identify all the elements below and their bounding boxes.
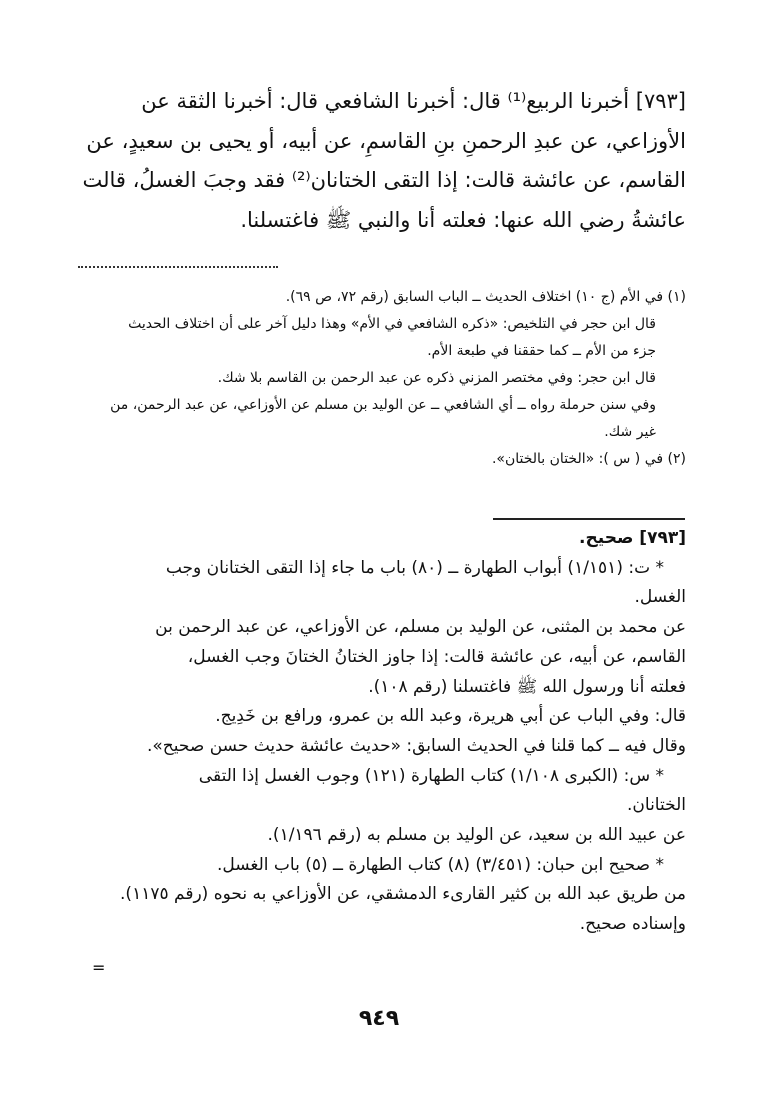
takhrij-line: وقال فيه ــ كما قلنا في الحديث السابق: «حديث عائشة حديث حسن صحيح». [147,735,686,756]
dotted-separator [78,266,278,272]
takhrij-line: * ت: (١/١٥١) أبواب الطهارة ــ (٨٠) باب ما جاء إذا التقى الختانان وجب [165,557,664,578]
footnote-line: وفي سنن حرملة رواه ــ أي الشافعي ــ عن الوليد بن مسلم عن الأوزاعي، عن عبد الرحمن، من [110,397,656,413]
takhrij-line: * صحيح ابن حبان: (٣/٤٥١) (٨) كتاب الطهارة ــ (٥) باب الغسل. [216,854,664,875]
takhrij-line: من طريق عبد الله بن كثير القارىء الدمشقي، عن الأوزاعي به نحوه (رقم ١١٧٥). [120,884,686,905]
footnote-line: قال ابن حجر: وفي مختصر المزني ذكره عن عبد الرحمن بن القاسم بلا شك. [217,370,656,386]
footnotes [78,284,686,473]
takhrij-line: فعلته أنا ورسول الله ﷺ فاغتسلنا (رقم ١٠٨). [368,676,686,697]
footnote-line: (٢) في ( س ): «الختان بالختان». [491,451,686,467]
hadith-line: عائشةُ رضي الله عنها: فعلته أنا والنبي ﷺ فاغتسلنا. [240,207,686,232]
takhrij-line: وإسناده صحيح. [579,914,686,935]
takhrij-line: القاسم، عن أبيه، عن عائشة قالت: إذا جاوز الختانُ الختانَ وجب الغسل، [187,646,686,667]
hadith-line: [٧٩٣] أخبرنا الربيع⁽¹⁾ قال: أخبرنا الشافعي قال: أخبرنا الثقة عن [141,89,686,113]
takhrij-section [78,524,686,940]
hadith-text [78,82,686,240]
footnote-line: جزء من الأم ــ كما حققنا في طبعة الأم. [427,343,656,359]
takhrij-line: الغسل. [634,587,686,608]
page-number: ٩٤٩ [358,1006,400,1031]
footnote-line: قال ابن حجر في التلخيص: «ذكره الشافعي في الأم» وهذا دليل آخر على أن اختلاف الحديث [128,316,656,332]
hadith-line: الأوزاعي، عن عبدِ الرحمنِ بنِ القاسمِ، عن أبيه، أو يحيى بن سعيدٍ، عن [86,128,686,153]
takhrij-line: قال: وفي الباب عن أبي هريرة، وعبد الله بن عمرو، ورافع بن خَدِيج. [215,706,686,727]
footnote-line: (١) في الأم (ج ١٠) اختلاف الحديث ــ الباب السابق (رقم ٧٢، ص ٦٩). [285,289,686,305]
takhrij-line: الختانان. [627,795,686,816]
footnote-line: غير شك. [604,424,656,440]
takhrij-line: * س: (الكبرى ١/١٠٨) كتاب الطهارة (١٢١) وجوب الغسل إذا التقى [198,765,664,786]
takhrij-heading: [٧٩٣] صحيح. [579,528,686,548]
takhrij-line: عن عبيد الله بن سعيد، عن الوليد بن مسلم به (رقم ١/١٩٦). [267,825,686,846]
hadith-line: القاسم، عن عائشة قالت: إذا التقى الختانان⁽²⁾ فقد وجبَ الغسلُ، قالت [82,168,686,192]
section-divider [493,518,685,520]
continuation-mark: = [92,958,106,977]
takhrij-line: عن محمد بن المثنى، عن الوليد بن مسلم، عن الأوزاعي، عن عبد الرحمن بن [155,617,686,638]
